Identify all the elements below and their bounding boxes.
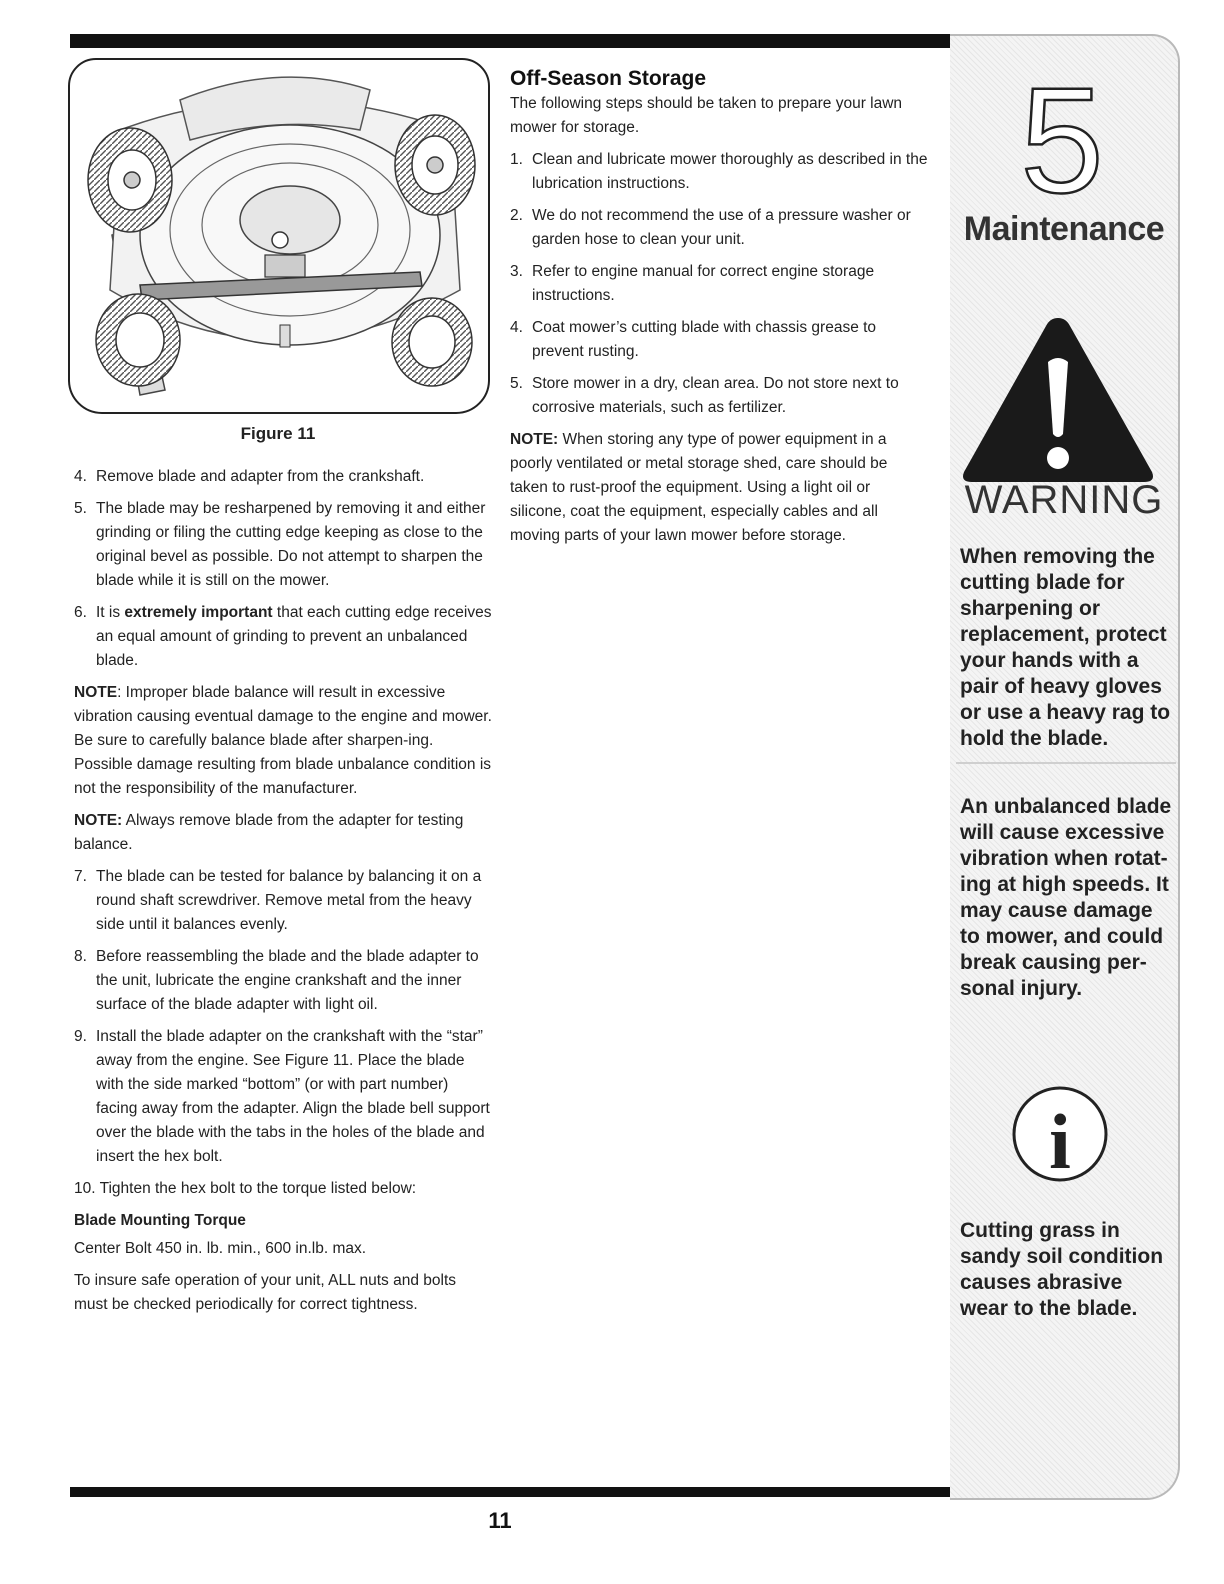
list-item: 9. Install the blade adapter on the crankshaft with the “star” away from the engine. See Figure 11. Place the blade with the side marked “bottom” (or with part number) facing away from the adapter. Align the blade bell support over the blade with the tabs in the holes of the blade and insert the hex bolt. xyxy=(74,1028,490,1165)
info-text-sandy-soil: Cutting grass in sandy soil condition causes abrasive wear to the blade. xyxy=(960,1219,1164,1320)
list-item: 5. The blade may be resharpened by removing it and either grinding or filing the cutting edge keeping as close to the original bevel as possible. Do not attempt to sharpen the blade while it is still on the mower. xyxy=(74,500,486,589)
torque-heading: Blade Mounting Torque xyxy=(74,1212,246,1229)
figure-caption: Figure 11 xyxy=(240,424,316,443)
numbered-list-b xyxy=(74,865,492,1169)
blade-instructions-column xyxy=(74,465,492,1325)
off-season-storage-column xyxy=(510,66,928,556)
warning-triangle-icon xyxy=(958,312,1158,488)
list-item: 7. The blade can be tested for balance by balancing it on a round shaft screwdriver. Remove metal from the heavy side until it balances evenly. xyxy=(74,868,482,933)
closing-paragraph: To insure safe operation of your unit, ALL nuts and bolts must be checked periodically for correct tightness. xyxy=(74,1272,457,1313)
warning-title: WARNING xyxy=(964,478,1164,522)
page-number: 11 xyxy=(488,1508,512,1533)
section-heading: Off-Season Storage xyxy=(510,67,707,90)
info-icon xyxy=(1010,1084,1110,1184)
mower-underside-drawing xyxy=(70,60,488,412)
svg-text:i: i xyxy=(1049,1098,1071,1184)
list-item: 3. Refer to engine manual for correct engine storage instructions. xyxy=(510,263,875,304)
warning-text-unbalanced: An unbalanced blade will cause excessive vibration when rotat-ing at high speeds. It may cause damage to mower, and could break causing per-sonal injury. xyxy=(960,795,1172,1000)
list-item: 4. Remove blade and adapter from the crankshaft. xyxy=(74,468,425,485)
chapter-title: Maintenance xyxy=(963,210,1165,248)
intro-paragraph: The following steps should be taken to prepare your lawn mower for storage. xyxy=(510,95,903,136)
torque-value: Center Bolt 450 in. lb. min., 600 in.lb. max. xyxy=(74,1240,367,1257)
chapter-number-outline xyxy=(1012,62,1112,212)
bottom-rule xyxy=(70,1487,950,1497)
list-item: 2. We do not recommend the use of a pressure washer or garden hose to clean your unit. xyxy=(510,207,911,248)
list-item: 1. Clean and lubricate mower thoroughly as described in the lubrication instructions. xyxy=(510,151,928,192)
list-item: 4. Coat mower’s cutting blade with chassis grease to prevent rusting. xyxy=(510,319,877,360)
note-blade-balance: NOTE: Improper blade balance will result in excessive vibration causing eventual damage to the engine and mower. Be sure to carefully balance blade after sharpen-ing. Possible damage resulting from blade unbalance condition is not the responsibility of the manufacturer. xyxy=(74,684,492,797)
svg-text:5: 5 xyxy=(1020,62,1104,212)
note-remove-blade: NOTE: Always remove blade from the adapter for testing balance. xyxy=(74,812,464,853)
list-item: 6. It is extremely important that each cutting edge receives an equal amount of grinding to prevent an unbalanced blade. xyxy=(74,604,492,669)
storage-note: NOTE: When storing any type of power equipment in a poorly ventilated or metal storage shed, care should be taken to rust-proof the equipment. Using a light oil or silicone, coat the equipment, especially cables and all moving parts of your lawn mower before storage. xyxy=(510,431,888,544)
sidebar-divider xyxy=(956,762,1176,764)
top-rule xyxy=(70,34,950,48)
item-10-torque-step: 10. Tighten the hex bolt to the torque listed below: xyxy=(74,1180,417,1197)
numbered-list-a xyxy=(74,465,492,673)
list-item: 8. Before reassembling the blade and the blade adapter to the unit, lubricate the engine crankshaft and the inner surface of the blade adapter with light oil. xyxy=(74,948,479,1013)
warning-text-gloves: When removing the cutting blade for sharpening or replacement, protect your hands with a pair of heavy gloves or use a heavy rag to hold the blade. xyxy=(960,545,1171,750)
storage-steps-list xyxy=(510,148,928,420)
list-item: 5. Store mower in a dry, clean area. Do not store next to corrosive materials, such as fertilizer. xyxy=(510,375,899,416)
figure-11-illustration xyxy=(68,58,490,414)
